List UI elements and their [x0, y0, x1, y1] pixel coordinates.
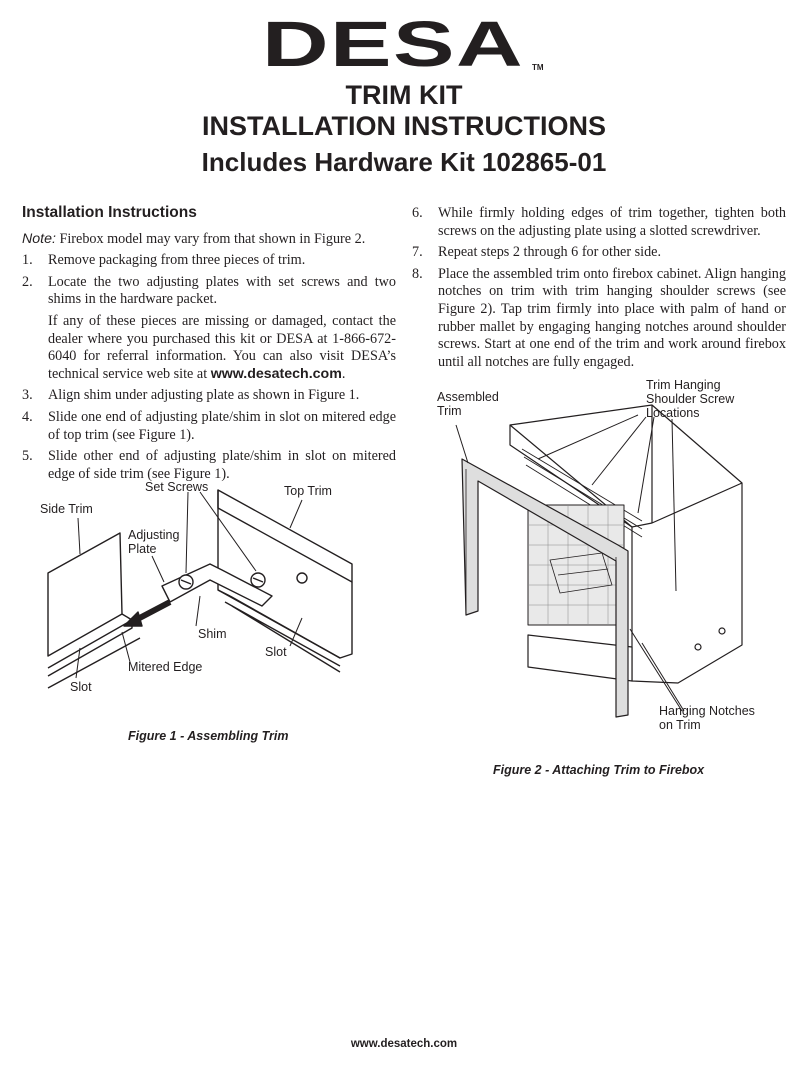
note	[22, 231, 396, 249]
figure1-caption: Figure 1 - Assembling Trim	[128, 729, 289, 743]
step-number: 4.	[22, 408, 33, 425]
step2-extra-paragraph	[22, 313, 396, 383]
label-adjusting: Adjusting	[128, 528, 180, 542]
step-text: Slide one end of adjusting plate/shim in slot on mitered edge of top trim (see Figure 1).	[48, 408, 396, 443]
step-item	[22, 274, 396, 309]
label-shim: Shim	[198, 627, 227, 641]
left-column	[22, 204, 396, 487]
label-side-trim: Side Trim	[40, 502, 93, 516]
label-plate: Plate	[128, 542, 157, 556]
step-text: Remove packaging from three pieces of trim.	[48, 252, 306, 269]
label-locations: Locations	[646, 406, 700, 420]
step-number: 8.	[412, 265, 423, 282]
steps-list-left-cont	[22, 387, 396, 483]
steps-list-left	[22, 252, 396, 309]
label-mitered-edge: Mitered Edge	[128, 660, 203, 674]
step-item	[22, 409, 396, 444]
label-trim-hanging: Trim Hanging	[646, 378, 721, 392]
label-top-trim: Top Trim	[284, 484, 332, 498]
step-number: 6.	[412, 205, 423, 221]
trademark-mark: TM	[532, 63, 544, 72]
step-text: Slide other end of adjusting plate/shim in slot on mitered edge of side trim (see Figure 1).	[48, 448, 396, 482]
step2-extra-text: If any of these pieces are missing or damaged, contact the dealer where you purchased this kit or DESA at 1-866-672-6040 for referral information. You can also visit DESA’s technical service web site at	[48, 312, 396, 382]
step-item	[412, 205, 786, 240]
step-text: Align shim under adjusting plate as shown in Figure 1.	[48, 387, 360, 404]
label-set-screws: Set Screws	[145, 480, 209, 494]
step-item	[412, 266, 786, 372]
footer-url[interactable]: www.desatech.com	[350, 1038, 458, 1050]
label-assembled: Assembled	[437, 390, 499, 404]
figure2-illustration	[432, 385, 772, 745]
step-number: 1.	[22, 252, 33, 269]
note-text: Firebox model may vary from that shown in Figure 2.	[55, 230, 366, 247]
label-hanging-notches: Hanging Notches	[659, 704, 755, 718]
title-hardware-kit: Includes Hardware Kit 102865-01	[201, 147, 607, 177]
right-column	[412, 205, 786, 375]
label-shoulder-screw: Shoulder Screw	[646, 392, 735, 406]
desa-logo	[262, 14, 547, 72]
step2-extra-end: .	[341, 365, 346, 382]
step-item	[22, 387, 396, 405]
step-number: 3.	[22, 387, 33, 404]
label-on-trim: on Trim	[659, 718, 701, 732]
steps-list-right	[412, 205, 786, 371]
step-item	[22, 252, 396, 270]
step-text: While firmly holding edges of trim together, tighten both screws on the adjusting plate using a slotted screwdriver.	[438, 205, 786, 239]
title-trim-kit: TRIM KIT	[345, 80, 463, 110]
step-text: Repeat steps 2 through 6 for other side.	[438, 244, 662, 261]
label-slot-right: Slot	[265, 645, 287, 659]
step-item	[412, 244, 786, 262]
step-number: 5.	[22, 448, 33, 465]
section-heading: Installation Instructions	[22, 204, 197, 221]
step-number: 7.	[412, 244, 423, 261]
website-link[interactable]: www.desatech.com	[210, 365, 342, 382]
note-label: Note:	[22, 230, 56, 247]
figure2-caption: Figure 2 - Attaching Trim to Firebox	[493, 763, 705, 777]
step-number: 2.	[22, 273, 33, 290]
step-text: Locate the two adjusting plates with set screws and two shims in the hardware packet.	[48, 273, 396, 308]
title-installation-instructions: INSTALLATION INSTRUCTIONS	[202, 111, 606, 141]
step-text: Place the assembled trim onto firebox cabinet. Align hanging notches on trim with trim hanging shoulder screws (see Figure 2). Tap trim firmly into place with palm of hand or rubber mallet by engaging hanging notches around shoulder screws. Start at one end of the trim and work around firebox until all notches are fully engaged.	[438, 265, 786, 370]
label-slot-left: Slot	[70, 680, 92, 694]
label-trim: Trim	[437, 404, 462, 418]
logo-wordmark: DESA	[262, 14, 524, 72]
